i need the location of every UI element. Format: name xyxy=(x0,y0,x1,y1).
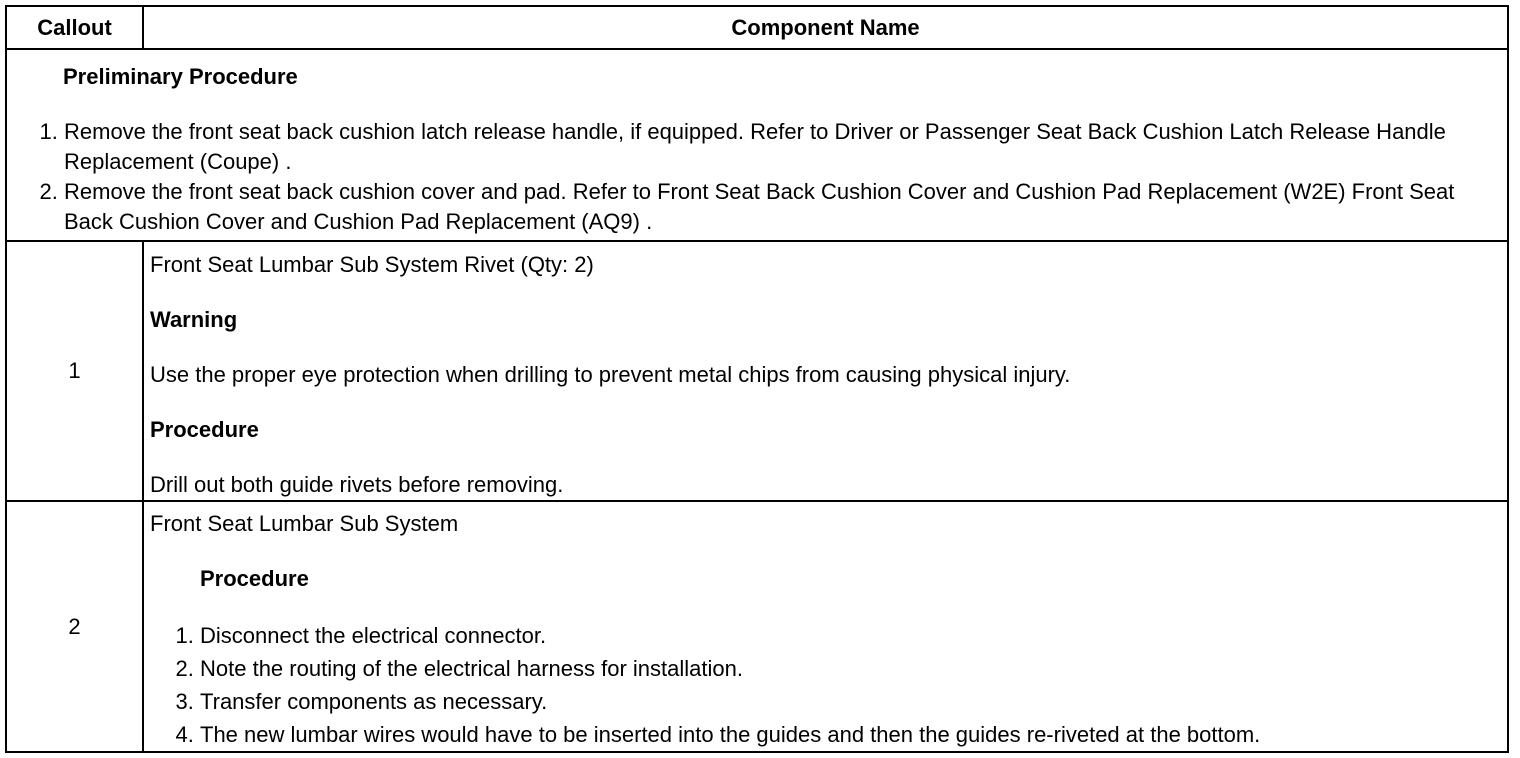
preliminary-step: 1. Remove the front seat back cushion latch release handle, if equipped. Refer to Driver or Passenger Seat Back Cushion Latch Release Handle Replacement (Coupe) . xyxy=(64,117,1507,177)
component-cell xyxy=(143,501,1508,752)
preliminary-steps xyxy=(7,117,1507,237)
callout-number: 1 xyxy=(6,241,143,501)
procedure-title: Procedure xyxy=(150,417,259,442)
component-cell xyxy=(143,241,1508,501)
component-name: Front Seat Lumbar Sub System Rivet (Qty: 2) xyxy=(150,252,594,277)
procedure-step: 2. Note the routing of the electrical harness for installation. xyxy=(200,652,1507,685)
procedure-step: 3. Transfer components as necessary. xyxy=(200,685,1507,718)
callout-number: 2 xyxy=(6,501,143,752)
procedure-table xyxy=(5,5,1509,753)
component-name: Front Seat Lumbar Sub System xyxy=(150,511,459,536)
preliminary-title: Preliminary Procedure xyxy=(63,64,298,89)
preliminary-step: 2. Remove the front seat back cushion cover and pad. Refer to Front Seat Back Cushion Cover and Cushion Pad Replacement (W2E) Front Seat Back Cushion Cover and Cushion Pad Replacement (AQ9) . xyxy=(64,177,1507,237)
table-row xyxy=(6,241,1508,501)
preliminary-cell xyxy=(6,49,1508,241)
procedure-step: 4. The new lumbar wires would have to be inserted into the guides and then the guides re-riveted at the bottom. xyxy=(200,718,1507,751)
header-row xyxy=(6,6,1508,49)
procedure-step: 1. Disconnect the electrical connector. xyxy=(200,619,1507,652)
header-component-name: Component Name xyxy=(143,6,1508,49)
warning-text: Use the proper eye protection when drilling to prevent metal chips from causing physical injury. xyxy=(150,362,1071,387)
table-row xyxy=(6,501,1508,752)
procedure-title: Procedure xyxy=(200,566,309,591)
procedure-steps xyxy=(150,619,1507,751)
preliminary-row xyxy=(6,49,1508,241)
warning-title: Warning xyxy=(150,307,238,332)
header-callout: Callout xyxy=(6,6,143,49)
procedure-text: Drill out both guide rivets before removing. xyxy=(150,472,564,497)
